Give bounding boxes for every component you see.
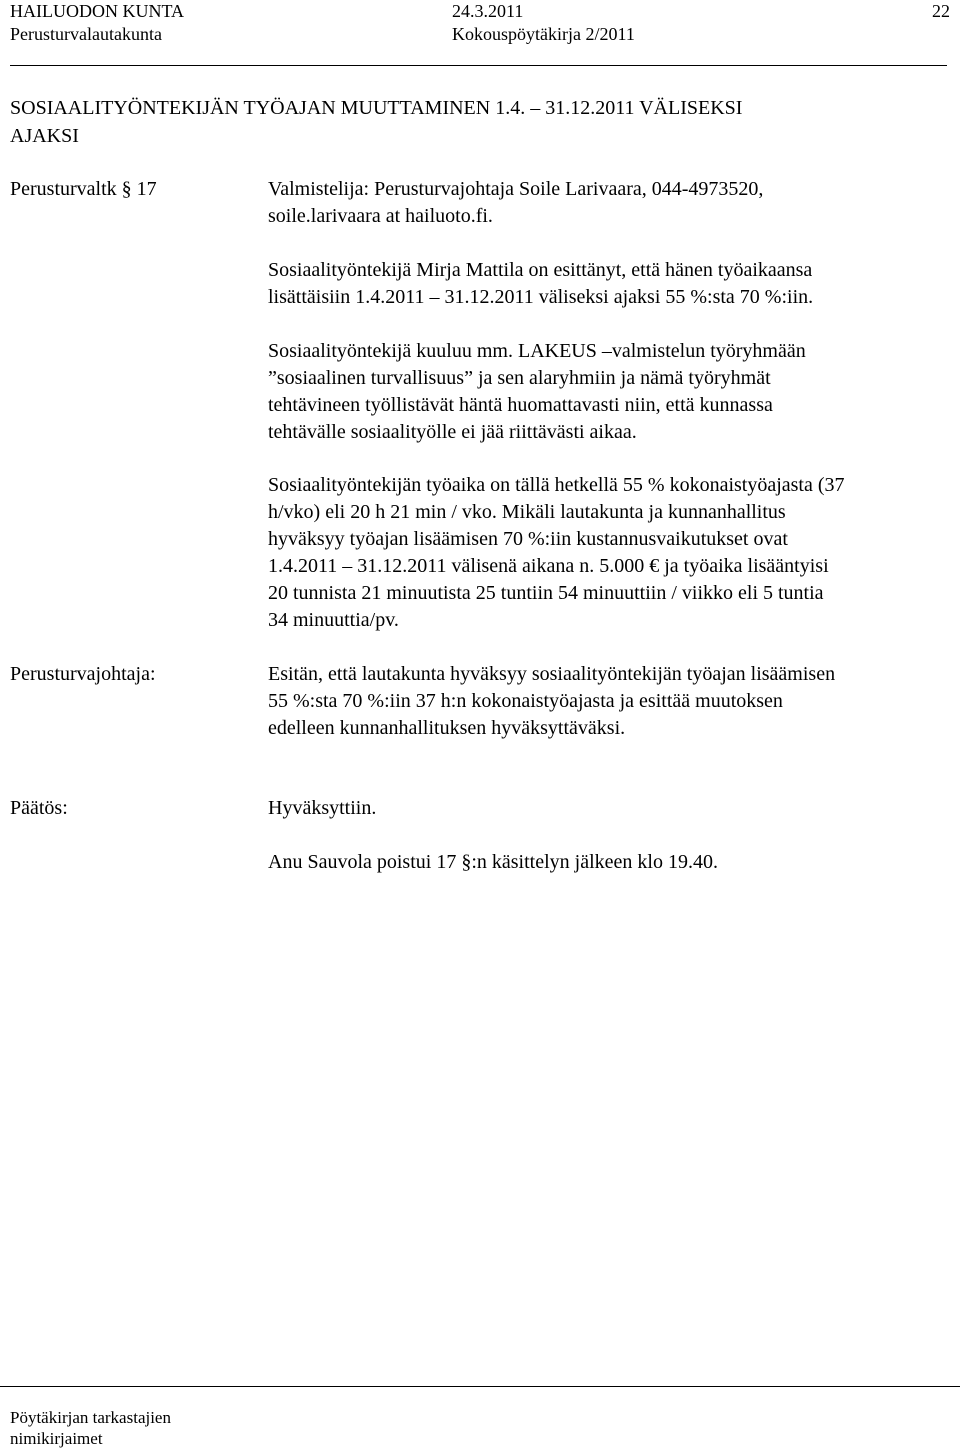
- header-divider: [10, 65, 947, 66]
- meeting-date: 24.3.2011: [452, 1, 524, 21]
- paragraph-request: [268, 257, 948, 311]
- decision-label: Päätös:: [10, 797, 68, 819]
- section-reference: Perusturvaltk § 17: [10, 178, 157, 200]
- preparer-line-1: Valmistelija: Perusturvajohtaja Soile Larivaara, 044-4973520,: [268, 178, 764, 200]
- proposal-label: Perusturvajohtaja:: [10, 663, 156, 685]
- text-line: hyväksyy työajan lisäämisen 70 %:iin kustannusvaikutukset ovat: [268, 528, 788, 550]
- paragraph-justification: [268, 338, 948, 446]
- text-line: lisättäisiin 1.4.2011 – 31.12.2011 väliseksi ajaksi 55 %:sta 70 %:iin.: [268, 286, 814, 308]
- page-footer: [10, 1407, 171, 1449]
- board-name: Perusturvalautakunta: [10, 24, 162, 44]
- footer-line-1: Pöytäkirjan tarkastajien: [10, 1408, 171, 1427]
- preparer-block: [268, 176, 948, 230]
- header-row-2: [10, 23, 950, 46]
- title-line-1: SOSIAALITYÖNTEKIJÄN TYÖAJAN MUUTTAMINEN 1.4. – 31.12.2011 VÄLISEKSI: [10, 97, 743, 119]
- text-line: 34 minuuttia/pv.: [268, 609, 399, 631]
- footer-line-2: nimikirjaimet: [10, 1429, 103, 1448]
- text-line: 1.4.2011 – 31.12.2011 välisenä aikana n. 5.000 € ja työaika lisääntyisi: [268, 555, 829, 577]
- text-line: Sosiaalityöntekijän työaika on tällä hetkellä 55 % kokonaistyöajasta (37: [268, 474, 845, 496]
- text-line: Sosiaalityöntekijä Mirja Mattila on esittänyt, että hänen työaikaansa: [268, 259, 813, 281]
- text-line: h/vko) eli 20 h 21 min / vko. Mikäli lautakunta ja kunnanhallitus: [268, 501, 786, 523]
- text-line: tehtävineen työllistävät häntä huomattavasti niin, että kunnassa: [268, 394, 773, 416]
- text-line: 20 tunnista 21 minuutista 25 tuntiin 54 minuuttiin / viikko eli 5 tuntia: [268, 582, 824, 604]
- page-number: 22: [932, 1, 950, 21]
- title-line-2: AJAKSI: [10, 125, 79, 147]
- proposal-text: [268, 661, 948, 742]
- text-line: ”sosiaalinen turvallisuus” ja sen alaryhmiin ja nämä työryhmät: [268, 367, 771, 389]
- text-line: Anu Sauvola poistui 17 §:n käsittelyn jälkeen klo 19.40.: [268, 851, 718, 873]
- municipality-name: HAILUODON KUNTA: [10, 1, 185, 21]
- page-header: [10, 0, 950, 46]
- decision-note: [268, 849, 948, 876]
- text-line: edelleen kunnanhallituksen hyväksyttäväksi.: [268, 717, 626, 739]
- text-line: Sosiaalityöntekijä kuuluu mm. LAKEUS –valmistelun työryhmään: [268, 340, 806, 362]
- minutes-number: Kokouspöytäkirja 2/2011: [452, 24, 635, 44]
- text-line: 55 %:sta 70 %:iin 37 h:n kokonaistyöajasta ja esittää muutoksen: [268, 690, 783, 712]
- text-line: Esitän, että lautakunta hyväksyy sosiaalityöntekijän työajan lisäämisen: [268, 663, 836, 685]
- decision-text: Hyväksyttiin.: [268, 797, 377, 819]
- decision-result: [268, 795, 948, 822]
- preparer-line-2: soile.larivaara at hailuoto.fi.: [268, 205, 493, 227]
- header-row-1: [10, 0, 950, 23]
- text-line: tehtävälle sosiaalityölle ei jää riittävästi aikaa.: [268, 421, 637, 443]
- agenda-item-title: [10, 94, 930, 150]
- paragraph-cost-effects: [268, 472, 948, 634]
